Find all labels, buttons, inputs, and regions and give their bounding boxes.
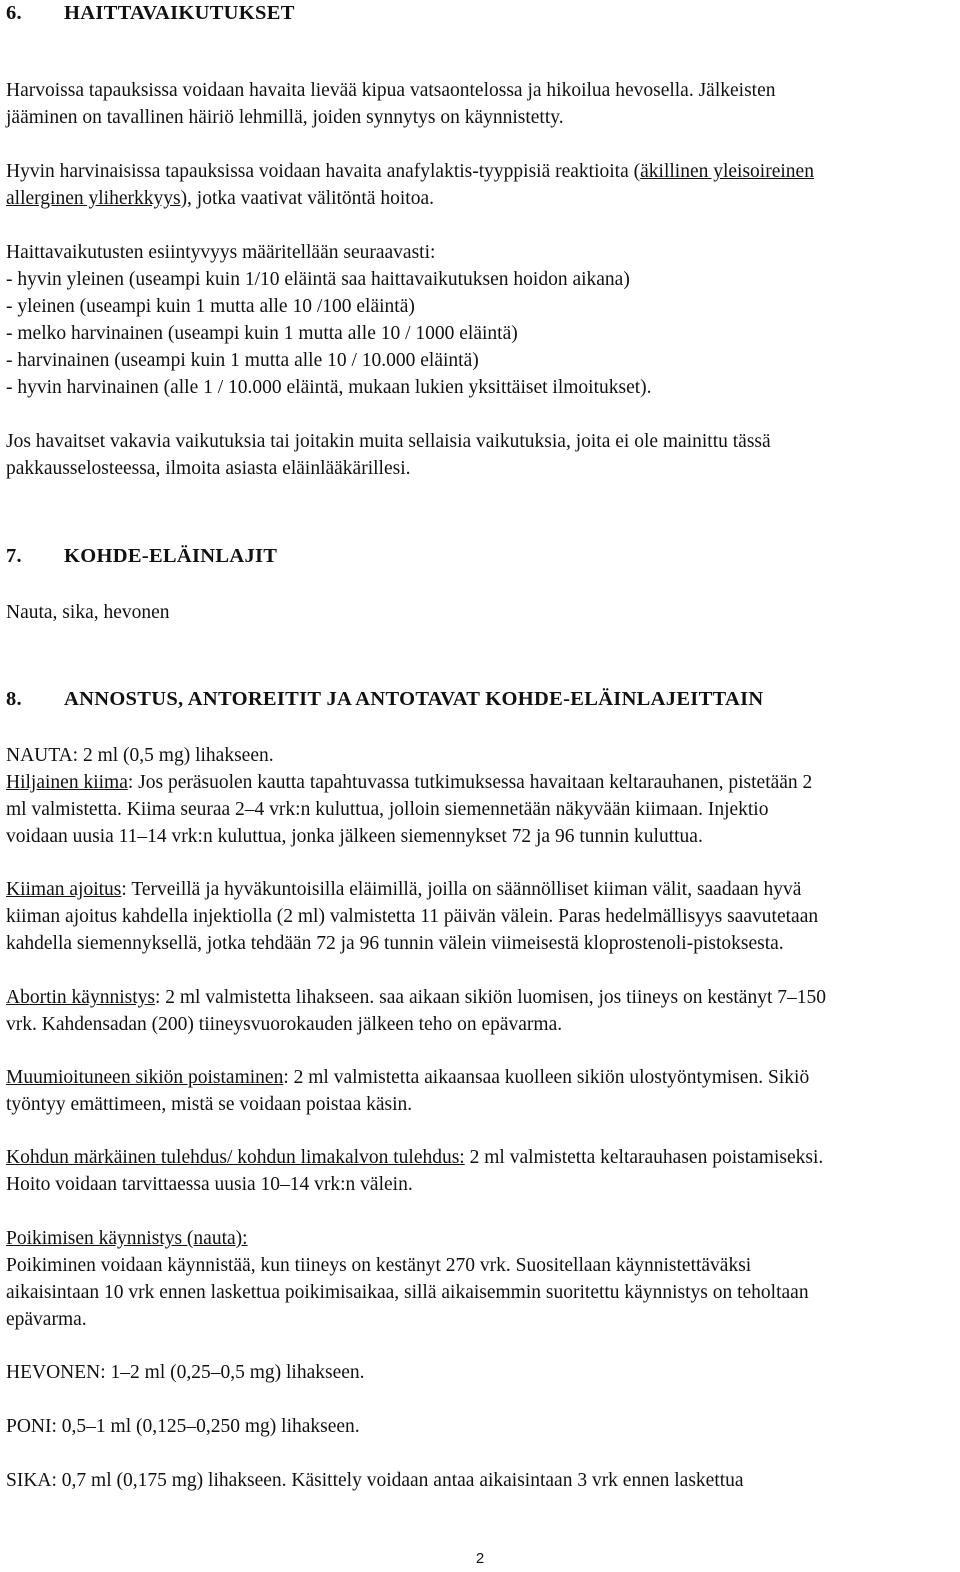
frequency-item: - hyvin yleinen (useampi kuin 1/10 eläintä saa haittavaikutuksen hoidon aikana): [6, 269, 630, 290]
underlined-label: Kohdun märkäinen tulehdus/ kohdun limakalvon tulehdus:: [6, 1147, 465, 1168]
frequency-item: - harvinainen (useampi kuin 1 mutta alle 10 / 10.000 eläintä): [6, 350, 479, 371]
page-number: 2: [475, 1550, 485, 1567]
text-line: Nauta, sika, hevonen: [6, 602, 170, 623]
text-segment: : Jos peräsuolen kautta tapahtuvassa tutkimuksessa havaitaan keltarauhanen, pistetään 2: [127, 772, 813, 793]
text-segment: : 2 ml valmistetta aikaansaa kuolleen sikiön ulostyöntymisen. Sikiö: [283, 1067, 810, 1088]
underlined-label: Abortin käynnistys: [6, 987, 155, 1008]
cattle-dosage-block: [6, 742, 958, 850]
pony-dose: [6, 1413, 958, 1440]
text-line: [6, 876, 958, 903]
frequency-item: - yleinen (useampi kuin 1 mutta alle 10 /100 eläintä): [6, 296, 415, 317]
section-number: 7.: [6, 545, 22, 567]
text-line: [6, 1144, 958, 1171]
frequency-list: [6, 239, 958, 401]
section-8-heading: [6, 686, 958, 713]
horse-dose: [6, 1359, 958, 1386]
underlined-text: äkillinen yleisoireinen: [640, 161, 814, 182]
text-line: työntyy emättimeen, mistä se voidaan poistaa käsin.: [6, 1094, 413, 1115]
text-segment: : 2 ml valmistetta lihakseen. saa aikaan sikiön luomisen, jos tiineys on kestänyt 7–150: [154, 987, 826, 1008]
anaphylaxis-paragraph: [6, 158, 958, 212]
text-line: Hoito voidaan tarvittaessa uusia 10–14 vrk:n välein.: [6, 1174, 413, 1195]
text-line: [6, 984, 958, 1011]
endometritis-paragraph: [6, 1144, 958, 1198]
underlined-text: allerginen yliherkkyys: [6, 188, 181, 209]
text-line: aikaisintaan 10 vrk ennen laskettua poikimisaikaa, sillä aikaisemmin suoritettu käynnistys on teholtaan: [6, 1282, 809, 1303]
text-line: vrk. Kahdensadan (200) tiineysvuorokauden jälkeen teho on epävarma.: [6, 1014, 563, 1035]
text-segment: 2 ml valmistetta keltarauhasen poistamiseksi.: [464, 1147, 824, 1168]
underlined-label: Hiljainen kiima: [6, 772, 128, 793]
text-line: [6, 1064, 958, 1091]
underlined-label: Poikimisen käynnistys (nauta):: [6, 1228, 248, 1249]
section-title: KOHDE-ELÄINLAJIT: [64, 545, 278, 567]
text-segment: : Terveillä ja hyväkuntoisilla eläimillä, joilla on säännölliset kiiman välit, saadaan hyvä: [121, 879, 802, 900]
frequency-intro: Haittavaikutusten esiintyvyys määritellään seuraavasti:: [6, 242, 436, 263]
text-line: kiiman ajoitus kahdella injektiolla (2 ml) valmistetta 11 päivän välein. Paras hedelmällisyys saavutetaan: [6, 906, 819, 927]
text-line: voidaan uusia 11–14 vrk:n kuluttua, jonka jälkeen siemennykset 72 ja 96 tunnin kuluttua.: [6, 826, 703, 847]
text-segment: Hyvin harvinaisissa tapauksissa voidaan havaita anafylaktis-tyyppisiä reaktioita (: [6, 161, 641, 182]
text-segment: ), jotka vaativat välitöntä hoitoa.: [180, 188, 434, 209]
text-line: epävarma.: [6, 1309, 87, 1330]
abortion-paragraph: [6, 984, 958, 1038]
cattle-dose: NAUTA: 2 ml (0,5 mg) lihakseen.: [6, 745, 274, 766]
section-title: HAITTAVAIKUTUKSET: [64, 2, 295, 24]
estrus-timing-paragraph: [6, 876, 958, 957]
text-line: Harvoissa tapauksissa voidaan havaita lievää kipua vatsaontelossa ja hikoilua hevosella. Jälkeisten: [6, 80, 776, 101]
section-7-heading: [6, 543, 958, 570]
text-line: Jos havaitset vakavia vaikutuksia tai joitakin muita sellaisia vaikutuksia, joita ei ole mainittu tässä: [6, 431, 771, 452]
text-line: pakkausselosteessa, ilmoita asiasta eläinlääkärillesi.: [6, 458, 411, 479]
text-line: [6, 158, 958, 185]
target-species: [6, 599, 958, 626]
text-line: jääminen on tavallinen häiriö lehmillä, joiden synnytys on käynnistetty.: [6, 107, 564, 128]
text-line: PONI: 0,5–1 ml (0,125–0,250 mg) lihakseen.: [6, 1416, 360, 1437]
section-number: 6.: [6, 2, 22, 24]
parturition-paragraph: [6, 1225, 958, 1333]
text-line: SIKA: 0,7 ml (0,175 mg) lihakseen. Käsittely voidaan antaa aikaisintaan 3 vrk ennen laskettua: [6, 1470, 744, 1491]
text-line: HEVONEN: 1–2 ml (0,25–0,5 mg) lihakseen.: [6, 1362, 365, 1383]
section-title: ANNOSTUS, ANTOREITIT JA ANTOTAVAT KOHDE-ELÄINLAJEITTAIN: [64, 688, 764, 710]
underlined-label: Kiiman ajoitus: [6, 879, 122, 900]
reporting-paragraph: [6, 428, 958, 482]
text-line: Poikiminen voidaan käynnistää, kun tiineys on kestänyt 270 vrk. Suositellaan käynnistettäväksi: [6, 1255, 752, 1276]
text-line: kahdella siemennyksellä, jotka tehdään 72 ja 96 tunnin välein viimeisestä kloprostenoli-pistoksesta.: [6, 933, 784, 954]
frequency-item: - hyvin harvinainen (alle 1 / 10.000 eläintä, mukaan lukien yksittäiset ilmoitukset).: [6, 377, 652, 398]
mummified-fetus-paragraph: [6, 1064, 958, 1118]
text-line: [6, 769, 958, 796]
side-effects-paragraph: [6, 77, 958, 131]
section-number: 8.: [6, 688, 22, 710]
text-line: [6, 185, 958, 212]
underlined-label: Muumioituneen sikiön poistaminen: [6, 1067, 284, 1088]
section-6-heading: [6, 0, 958, 27]
pig-dose: [6, 1467, 958, 1494]
text-line: ml valmistetta. Kiima seuraa 2–4 vrk:n kuluttua, jolloin siemennetään näkyvään kiimaan. Injektio: [6, 799, 769, 820]
frequency-item: - melko harvinainen (useampi kuin 1 mutta alle 10 / 1000 eläintä): [6, 323, 518, 344]
